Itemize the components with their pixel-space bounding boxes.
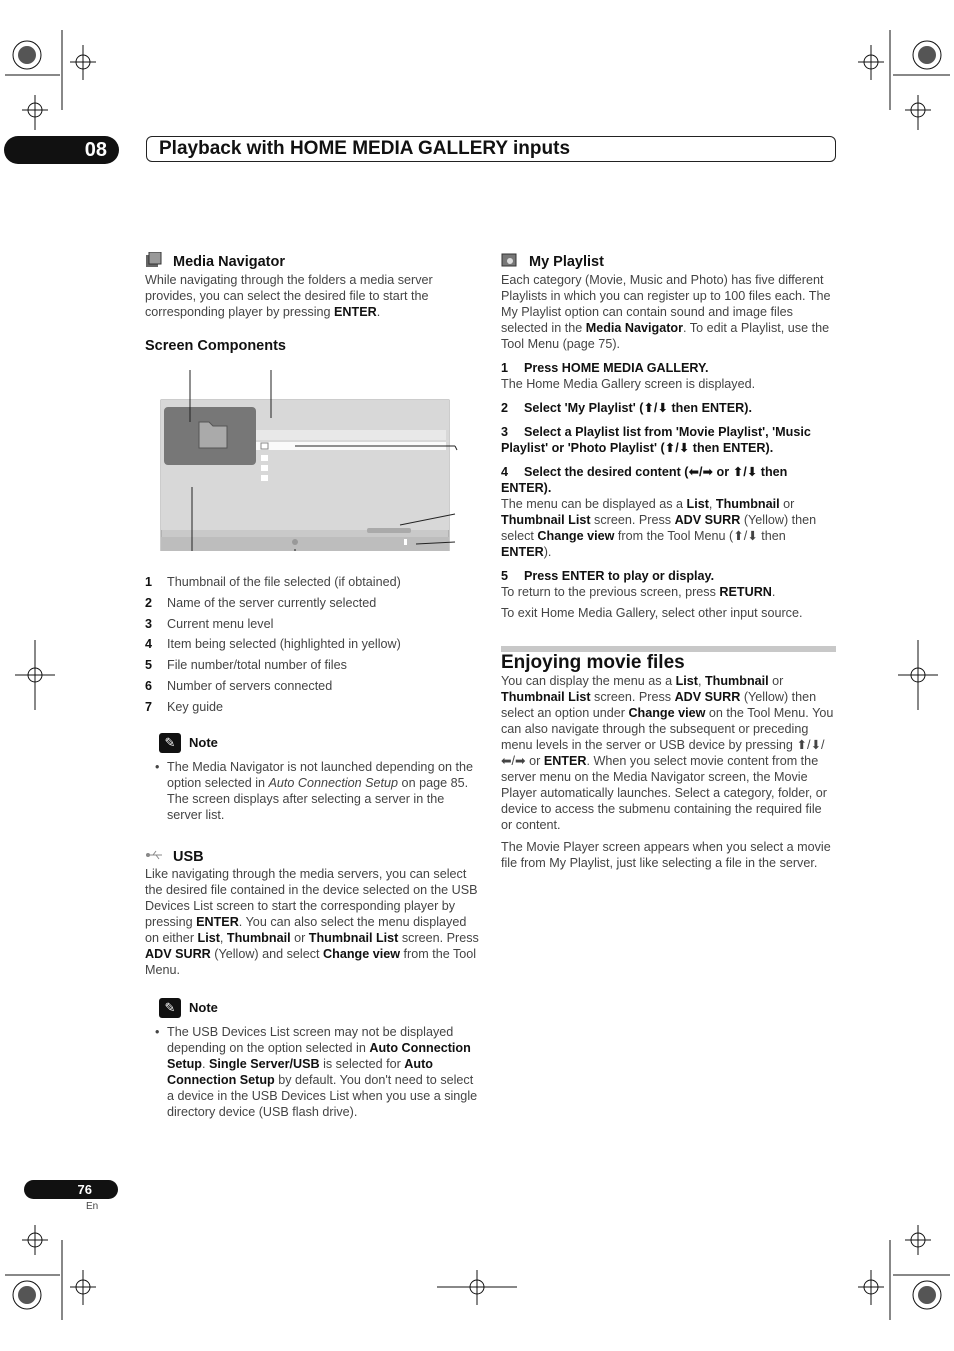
screen-components-heading: Screen Components bbox=[145, 338, 286, 354]
media-navigator-title: Media Navigator bbox=[173, 254, 285, 270]
folder-icon bbox=[199, 422, 227, 448]
note-bullet: • The Media Navigator is not launched depending on the option selected in Auto Connection Setup on page 85. The screen displays after selecting a server in the server list. bbox=[155, 759, 473, 822]
list-item: 3 Current menu level bbox=[145, 616, 274, 631]
media-navigator-intro bbox=[145, 272, 480, 320]
list-item: 6 Number of servers connected bbox=[145, 678, 333, 693]
step-5: 5 Press ENTER to play or display. bbox=[501, 569, 715, 583]
movie-paragraph-2: The Movie Player screen appears when you select a movie file from My Playlist, just like selecting a file in the server. bbox=[501, 840, 831, 870]
movie-paragraph-1: You can display the menu as a List, Thumbnail or Thumbnail List screen. Press ADV SURR (Yellow) then select an option under Change view on the Tool Menu. You can also navigate through the subsequent or preceding menu levels in the server or USB device by pressing ⬆/⬇/⬅/➡ or ENTER. When you select movie content from the server menu on the Media Navigator screen, the Movie Player automatically launches. Select a category, folder, or device to access the submenu containing the required file or content. bbox=[501, 674, 834, 832]
media-navigator-icon bbox=[145, 252, 163, 268]
my-playlist-title: My Playlist bbox=[529, 254, 604, 270]
playlist-icon bbox=[501, 252, 519, 268]
step-3: 3 Select a Playlist list from 'Movie Playlist', 'Music Playlist' or 'Photo Playlist' (⬆/⬇ then ENTER). bbox=[501, 425, 811, 455]
intro-text: While navigating through the folders a media server provides, you can select the desired file to start the corresponding player by pressing bbox=[145, 273, 433, 319]
step-1: 1 Press HOME MEDIA GALLERY. bbox=[501, 361, 709, 375]
my-playlist-heading bbox=[501, 252, 836, 270]
exit-text: To exit Home Media Gallery, select other input source. bbox=[501, 606, 803, 620]
usb-heading bbox=[145, 847, 480, 865]
screen-components-diagram bbox=[145, 366, 465, 551]
left-column bbox=[145, 252, 480, 1120]
usb-title: USB bbox=[173, 848, 204, 865]
step-5-body: To return to the previous screen, press RETURN. bbox=[501, 585, 776, 599]
usb-note-box bbox=[155, 998, 480, 1120]
intro-enter: ENTER bbox=[334, 305, 377, 319]
list-item: 1 Thumbnail of the file selected (if obtained) bbox=[145, 575, 401, 589]
usb-icon bbox=[145, 847, 163, 863]
page-number: 76 bbox=[24, 1180, 118, 1199]
step-4-body: The menu can be displayed as a List, Thumbnail or Thumbnail List screen. Press ADV SURR (Yellow) then select Change view from the Tool Menu (⬆/⬇ then ENTER). bbox=[501, 497, 817, 559]
intro-end: . bbox=[376, 305, 381, 319]
pencil-icon: ✎ bbox=[159, 733, 181, 753]
usb-paragraph: Like navigating through the media servers, you can select the desired file contained in the device selected on the USB Devices List screen to start the corresponding player by pressing ENTER. You can also select the menu displayed on either List, Thumbnail or Thumbnail List screen. Press ADV SURR (Yellow) and select Change view from the Tool Menu. bbox=[145, 866, 479, 977]
note-bullet: • The USB Devices List screen may not be displayed depending on the option selected in Auto Connection Setup. Single Server/USB is selected for Auto Connection Setup by default. You don't need to select a device in the USB Devices List when you use a single directory device (USB flash drive). bbox=[155, 1024, 478, 1119]
pencil-icon: ✎ bbox=[159, 998, 181, 1018]
note-heading: ✎ Note bbox=[159, 733, 480, 753]
step-2: 2 Select 'My Playlist' (⬆/⬇ then ENTER). bbox=[501, 401, 752, 415]
movie-section bbox=[501, 652, 836, 871]
language-code: En bbox=[86, 1201, 99, 1212]
media-navigator-heading bbox=[145, 252, 480, 270]
right-column bbox=[501, 252, 836, 621]
list-item: 7 Key guide bbox=[145, 699, 224, 714]
list-item: 2 Name of the server currently selected bbox=[145, 595, 377, 610]
step-4: 4 Select the desired content (⬅/➡ or ⬆/⬇ then ENTER). bbox=[501, 465, 788, 495]
components-list bbox=[145, 574, 480, 715]
chapter-title: Playback with HOME MEDIA GALLERY inputs bbox=[146, 136, 836, 162]
list-item: 5 File number/total number of files bbox=[145, 658, 347, 673]
movie-heading: Enjoying movie files bbox=[501, 652, 685, 673]
chapter-number: 08 bbox=[4, 136, 119, 164]
my-playlist-intro: Each category (Movie, Music and Photo) has five different Playlists in which you can register up to 100 files each. The My Playlist option can contain sound and image files selected in the Media Navigator. To edit a Playlist, use the Tool Menu (page 75). bbox=[501, 273, 831, 351]
note-heading: ✎ Note bbox=[159, 998, 480, 1018]
note-box bbox=[155, 733, 480, 823]
list-item: 4 Item being selected (highlighted in yellow) bbox=[145, 637, 401, 652]
step-1-body: The Home Media Gallery screen is displayed. bbox=[501, 377, 756, 391]
